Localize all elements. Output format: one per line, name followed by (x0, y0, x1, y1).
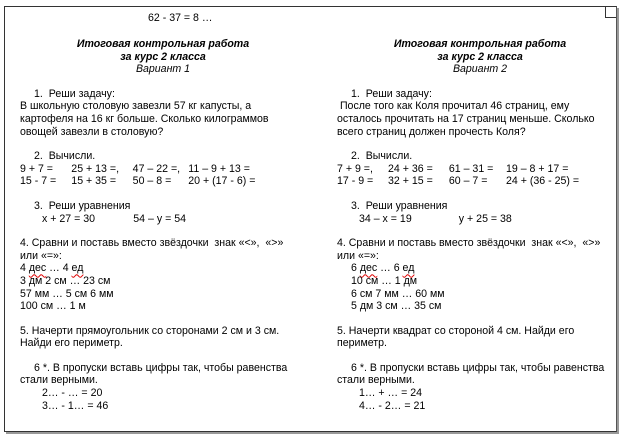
expression-cell: 19 – 8 + 17 = (506, 162, 569, 175)
comparison-item (337, 288, 623, 301)
expression-cell: 20 + (17 - 6) = (188, 175, 256, 188)
task1-title: 1. Реши задачу: (34, 87, 115, 100)
variant-label: Вариант 1 (135, 63, 191, 76)
task2-expressions (337, 163, 623, 188)
expression-row (337, 163, 623, 176)
comparison-text: 100 см … 1 м (20, 300, 86, 313)
task4-title: 4. Сравни и поставь вместо звёздочки знак «<», «>» (337, 237, 601, 250)
work-title: Итоговая контрольная работа (393, 38, 567, 50)
task6-equality: 4… - 2… = 21 (359, 399, 426, 412)
variant-header (337, 38, 623, 76)
comparison-item (20, 262, 306, 275)
comparison-text: 6 см 7 мм … 60 мм (351, 287, 445, 300)
task6-text-line: стали верными. (20, 374, 98, 387)
comparison-text: 5 дм 3 см … 35 см (351, 300, 442, 313)
expression-row (20, 163, 306, 176)
task1-title: 1. Реши задачу: (351, 87, 432, 100)
task2-title: 2. Вычисли. (34, 150, 96, 163)
top-line-text: 62 - 37 = 8 … (148, 12, 213, 24)
task2-title: 2. Вычисли. (351, 150, 413, 163)
task1-text-line: осталось прочитать на 17 страниц меньше. Сколько (337, 112, 595, 125)
course-title: за курс 2 класса (437, 50, 523, 63)
task1-text-line: всего страниц должен прочесть Коля? (337, 125, 526, 138)
comparison-item (337, 262, 623, 275)
comparison-item (20, 300, 306, 313)
comparison-item (337, 275, 623, 288)
task6-equality: 3… - 1… = 46 (42, 399, 109, 412)
comparison-text: … 4 (46, 262, 72, 275)
expression-cell: 25 + 13 =, (71, 162, 120, 175)
expression-cell: 61 – 31 = (448, 162, 494, 175)
task4-title: 4. Сравни и поставь вместо звёздочки знак «<», «>» (20, 237, 284, 250)
expression-cell: 15 + 35 = (71, 175, 117, 188)
task3-title: 3. Реши уравнения (351, 199, 448, 212)
task1-text-line: После того как Коля прочитал 46 страниц, ему (337, 100, 570, 113)
task2-expressions (20, 163, 306, 188)
expression-cell: 32 + 15 = (387, 175, 433, 188)
expression-cell: 15 - 7 = (20, 175, 57, 188)
task5-text-line: 5. Начерти квадрат со стороной 4 см. Найди его (337, 324, 575, 337)
expression-cell: 9 + 7 = (20, 162, 53, 175)
comparison-text: 4 (20, 262, 29, 275)
task4-title-cont: или «=»: (337, 249, 379, 262)
comparison-text: 57 мм … 5 см 6 мм (20, 287, 114, 300)
expression-cell: 11 – 9 + 13 = (188, 162, 250, 175)
expression-cell: 24 + 36 = (387, 162, 433, 175)
task4-title-cont: или «=»: (20, 249, 62, 262)
comparison-item (20, 288, 306, 301)
spellcheck-word: дес (359, 262, 378, 275)
spellcheck-word: дес (28, 262, 47, 275)
expression-cell: 47 – 22 =, (132, 162, 181, 175)
page-corner-fold (605, 7, 616, 18)
task5-text-line: 5. Начерти прямоугольник со сторонами 2 см и 3 см. (20, 324, 280, 337)
variant-column-2 (337, 38, 623, 412)
comparison-text: 10 см … 1 дм (351, 274, 418, 287)
variant-column-1 (20, 38, 306, 412)
task1-text-line: В школьную столовую завезли 57 кг капусты, а (20, 100, 252, 113)
task1-text-line: овощей завезли в столовую? (20, 125, 164, 138)
comparison-text: 6 (351, 262, 360, 275)
comparison-item (337, 300, 623, 313)
comparison-text: … 6 (377, 262, 403, 275)
task6-text-line: 6 *. В пропуски вставь цифры так, чтобы равенства (351, 361, 605, 374)
expression-cell: 50 – 8 = (132, 175, 172, 188)
spellcheck-word: ед (71, 262, 84, 275)
task6-text-line: стали верными. (337, 374, 415, 387)
expression-cell: 60 – 7 = (448, 175, 488, 188)
task5-text-line: периметр. (337, 337, 387, 350)
comparison-item (20, 275, 306, 288)
comparison-text: 3 дм 2 см … 23 см (20, 274, 111, 287)
task3-title: 3. Реши уравнения (34, 199, 131, 212)
expression-row (337, 175, 623, 188)
expression-cell: 17 - 9 = (337, 175, 374, 188)
variant-label: Вариант 2 (452, 63, 508, 76)
expression-cell: 24 + (36 - 25) = (506, 175, 580, 188)
task1-text-line: картофеля на 16 кг больше. Сколько килограммов (20, 112, 269, 125)
task6-equality: 2… - … = 20 (42, 387, 103, 400)
task6-equality: 1… + … = 24 (359, 387, 423, 400)
task3-equations: 34 – x = 19 y + 25 = 38 (359, 212, 512, 225)
expression-cell: 7 + 9 =, (337, 162, 373, 175)
variant-header (20, 38, 306, 76)
expression-row (20, 175, 306, 188)
work-title: Итоговая контрольная работа (76, 38, 250, 50)
task3-equations: x + 27 = 30 54 – y = 54 (42, 212, 186, 225)
course-title: за курс 2 класса (120, 50, 206, 63)
spellcheck-word: ед (402, 262, 415, 275)
task6-text-line: 6 *. В пропуски вставь цифры так, чтобы равенства (34, 361, 288, 374)
task5-text-line: Найди его периметр. (20, 337, 123, 350)
